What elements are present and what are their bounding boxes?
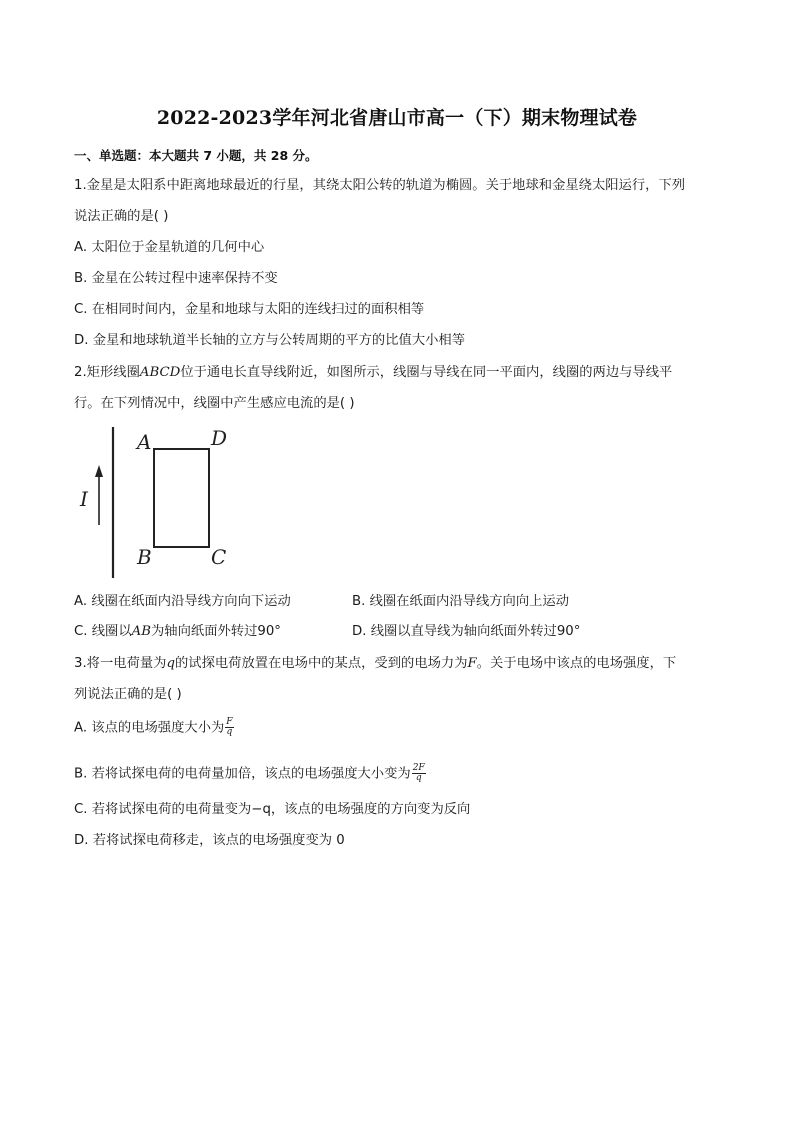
- coil-label-c: C: [211, 545, 227, 569]
- q3-stem-variable-f: F: [467, 656, 477, 671]
- q2-option-b: B. 线圈在纸面内沿导线方向向上运动: [352, 594, 570, 609]
- q3-option-b-fraction: [412, 764, 426, 783]
- fraction-denominator: q: [415, 773, 422, 783]
- q1-stem-line2: 说法正确的是( ): [74, 209, 169, 224]
- q3-option-d: D. 若将试探电荷移走，该点的电场强度变为 0: [74, 833, 345, 848]
- q3-option-a-fraction: [225, 718, 233, 737]
- q2-stem-suffix: 位于通电长直导线附近，如图所示，线圈与导线在同一平面内，线圈的两边与导线平: [180, 365, 673, 380]
- fraction-numerator: 2F: [412, 763, 425, 773]
- wire-coil-figure: [70, 420, 250, 580]
- q3-option-b: [74, 764, 426, 784]
- page-title: 2022-2023学年河北省唐山市高一（下）期末物理试卷: [156, 107, 638, 129]
- q2-stem-line1: [74, 364, 672, 382]
- q1-option-d: D. 金星和地球轨道半长轴的立方与公转周期的平方的比值大小相等: [74, 333, 466, 348]
- q2-option-d: D. 线圈以直导线为轴向纸面外转过90°: [352, 624, 581, 639]
- coil-rectangle: [154, 449, 209, 547]
- q2-option-c-variable: AB: [131, 624, 152, 639]
- q3-option-c: C. 若将试探电荷的电荷量变为−q，该点的电场强度的方向变为反向: [74, 802, 471, 817]
- fraction-denominator: q: [226, 727, 233, 737]
- q3-option-b-text: B. 若将试探电荷的电荷量加倍，该点的电场强度大小变为: [74, 766, 411, 782]
- q1-stem-line1: 1.金星是太阳系中距离地球最近的行星，其绕太阳公转的轨道为椭圆。关于地球和金星绕太阳运行，下列: [74, 178, 686, 193]
- q3-stem-line2: 列说法正确的是( ): [74, 687, 182, 702]
- q1-option-c: C. 在相同时间内，金星和地球与太阳的连线扫过的面积相等: [74, 302, 425, 317]
- q2-option-c: [74, 623, 281, 641]
- coil-label-b: B: [137, 545, 152, 569]
- q2-stem-prefix: 2.矩形线圈: [74, 365, 140, 380]
- q2-stem-line2: 行。在下列情况中，线圈中产生感应电流的是( ): [74, 396, 355, 411]
- q3-stem-mid: 的试探电荷放置在电场中的某点，受到的电场力为: [174, 656, 468, 671]
- q3-option-a: [74, 718, 234, 738]
- q2-option-c-suffix: 为轴向纸面外转过90°: [151, 624, 281, 639]
- q3-stem-prefix: 3.将一电荷量为: [74, 656, 167, 671]
- q2-option-a: A. 线圈在纸面内沿导线方向向下运动: [74, 594, 291, 609]
- q3-stem-variable-q: q: [166, 656, 175, 671]
- q1-option-a: A. 太阳位于金星轨道的几何中心: [74, 240, 265, 255]
- q3-stem-line1: [74, 655, 676, 673]
- coil-label-d: D: [211, 426, 228, 450]
- fraction-numerator: F: [226, 717, 233, 727]
- q2-stem-variable: ABCD: [139, 365, 181, 380]
- q1-option-b: B. 金星在公转过程中速率保持不变: [74, 271, 278, 286]
- current-arrow-icon: [95, 465, 103, 477]
- section-header: 一、单选题：本大题共 7 小题，共 28 分。: [74, 148, 318, 163]
- coil-label-a: A: [137, 430, 152, 454]
- q2-option-c-prefix: C. 线圈以: [74, 624, 132, 639]
- q3-stem-suffix: 。关于电场中该点的电场强度，下: [476, 656, 677, 671]
- current-label: I: [80, 487, 88, 511]
- q3-option-a-text: A. 该点的电场强度大小为: [74, 720, 225, 736]
